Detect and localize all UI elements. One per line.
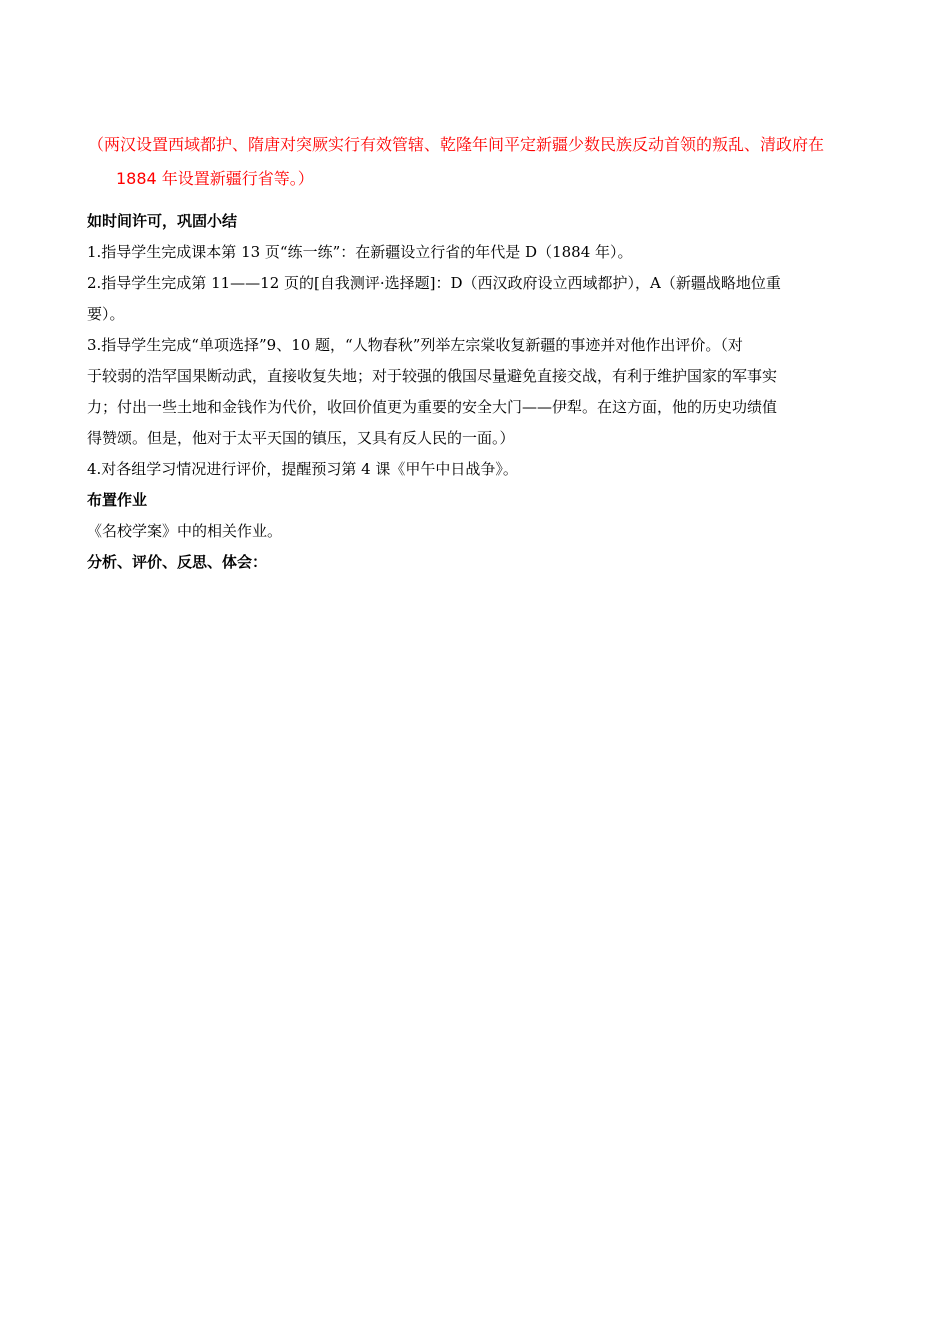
red-note-line-1: （两汉设置西域都护、隋唐对突厥实行有效管辖、乾隆年间平定新疆少数民族反动首领的叛乱、清政府在 — [88, 135, 825, 154]
summary-item-1 — [87, 237, 867, 268]
summary-item-2-line-2: 要）。 — [87, 305, 125, 323]
summary-item-2-line-1: 2.指导学生完成第 11——12 页的[自我测评·选择题]：D（西汉政府设立西域都护），A（新疆战略地位重 — [87, 274, 781, 292]
red-answer-note — [88, 128, 878, 196]
summary-item-3-line-3: 力；付出一些土地和金钱作为代价，收回价值更为重要的安全大门——伊犁。在这方面，他的历史功绩值 — [87, 398, 778, 416]
summary-item-1-line-1: 1.指导学生完成课本第 13 页“练一练”：在新疆设立行省的年代是 D（1884 年）。 — [87, 243, 633, 261]
homework-text-line: 《名校学案》中的相关作业。 — [87, 522, 283, 540]
summary-item-3 — [87, 330, 867, 454]
homework-text — [87, 516, 867, 547]
lesson-content — [87, 206, 867, 578]
red-note-line-2: 1884 年设置新疆行省等。） — [116, 169, 314, 188]
summary-item-3-line-1: 3.指导学生完成“单项选择”9、10 题，“人物春秋”列举左宗棠收复新疆的事迹并对他作出评价。（对 — [87, 336, 743, 354]
summary-item-3-line-2: 于较弱的浩罕国果断动武，直接收复失地；对于较强的俄国尽量避免直接交战，有利于维护国家的军事实 — [87, 367, 778, 385]
summary-item-2 — [87, 268, 867, 330]
reflection-heading: 分析、评价、反思、体会： — [87, 553, 268, 571]
summary-item-4 — [87, 454, 867, 485]
summary-item-4-line-1: 4.对各组学习情况进行评价，提醒预习第 4 课《甲午中日战争》。 — [87, 460, 518, 478]
homework-heading: 布置作业 — [87, 491, 148, 509]
summary-item-3-line-4: 得赞颂。但是，他对于太平天国的镇压，又具有反人民的一面。） — [87, 429, 515, 447]
summary-heading: 如时间许可，巩固小结 — [87, 212, 238, 230]
